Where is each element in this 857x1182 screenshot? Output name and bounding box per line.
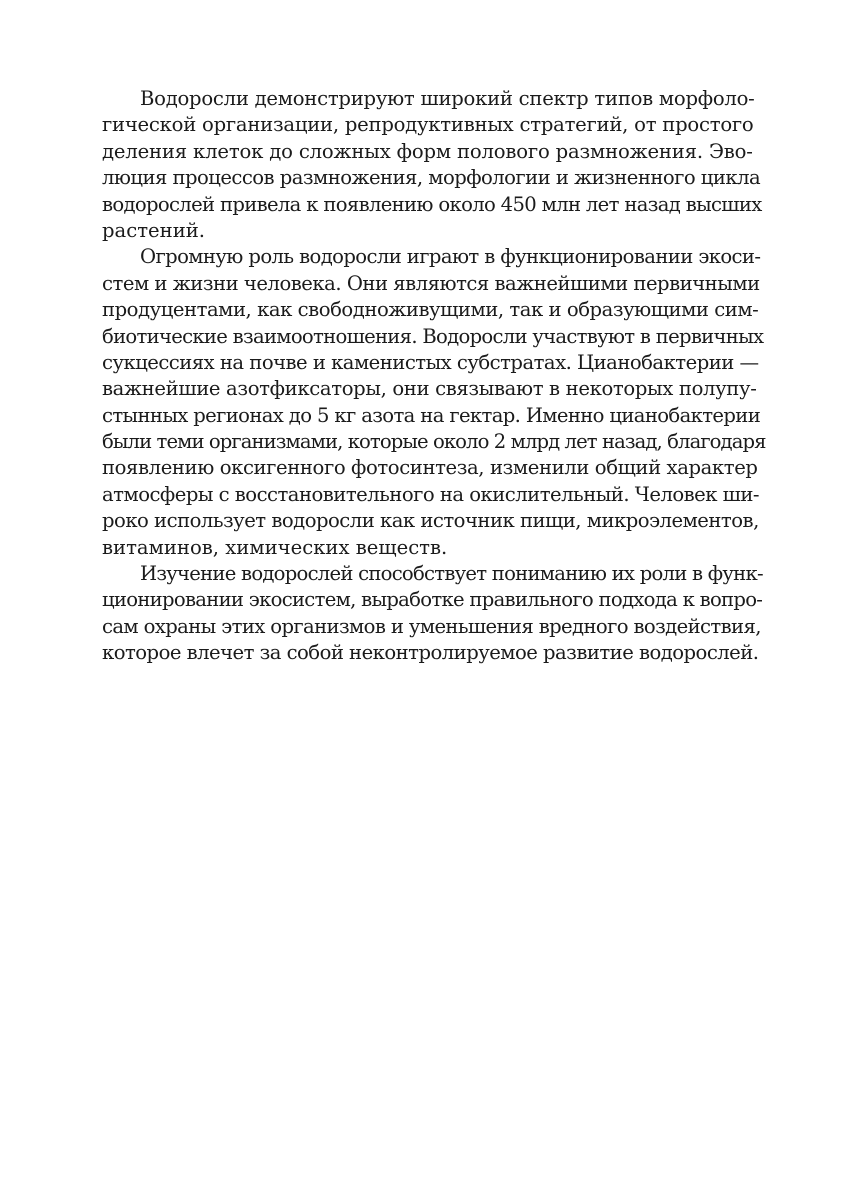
text-line: водорослей привела к появлению около 450 млн лет назад высших — [102, 192, 762, 216]
text-line: продуцентами, как свободноживущими, так и образующими сим- — [102, 298, 759, 322]
text-line: стынных регионах до 5 кг азота на гектар. Именно цианобактерии — [102, 403, 761, 427]
text-line: растений. — [102, 218, 206, 242]
text-line: Изучение водорослей способствует пониманию их роли в функ- — [140, 562, 763, 586]
text-line: стем и жизни человека. Они являются важнейшими первичными — [102, 271, 760, 295]
text-line: ционировании экосистем, выработке правильного подхода к вопро- — [102, 588, 763, 612]
paragraph-algae-diversity — [102, 86, 762, 244]
text-line: биотические взаимоотношения. Водоросли участвуют в первичных — [102, 324, 764, 348]
text-line: появлению оксигенного фотосинтеза, изменили общий характер — [102, 456, 758, 480]
text-line: роко использует водоросли как источник пищи, микроэлементов, — [102, 509, 759, 533]
text-line: Огромную роль водоросли играют в функционировании экоси- — [140, 245, 761, 269]
text-line: сукцессиях на почве и каменистых субстратах. Цианобактерии — — [102, 350, 759, 374]
text-line: люция процессов размножения, морфологии и жизненного цикла — [102, 166, 761, 190]
text-line: деления клеток до сложных форм полового размножения. Эво- — [102, 139, 753, 163]
text-line: гической организации, репродуктивных стратегий, от простого — [102, 113, 754, 137]
text-line: которое влечет за собой неконтролируемое развитие водорослей. — [102, 641, 759, 665]
paragraph-study-importance — [102, 561, 763, 667]
body-text — [102, 86, 766, 667]
text-line: атмосферы с восстановительного на окислительный. Человек ши- — [102, 482, 760, 506]
text-line: сам охраны этих организмов и уменьшения вредного воздействия, — [102, 614, 761, 638]
text-line: витаминов, химических веществ. — [102, 535, 448, 559]
text-line: Водоросли демонстрируют широкий спектр типов морфоло- — [140, 87, 755, 110]
paragraph-ecosystem-role — [102, 244, 766, 561]
text-line: были теми организмами, которые около 2 млрд лет назад, благодаря — [102, 430, 766, 454]
text-line: важнейшие азотфиксаторы, они связывают в некоторых полупу- — [102, 377, 757, 401]
